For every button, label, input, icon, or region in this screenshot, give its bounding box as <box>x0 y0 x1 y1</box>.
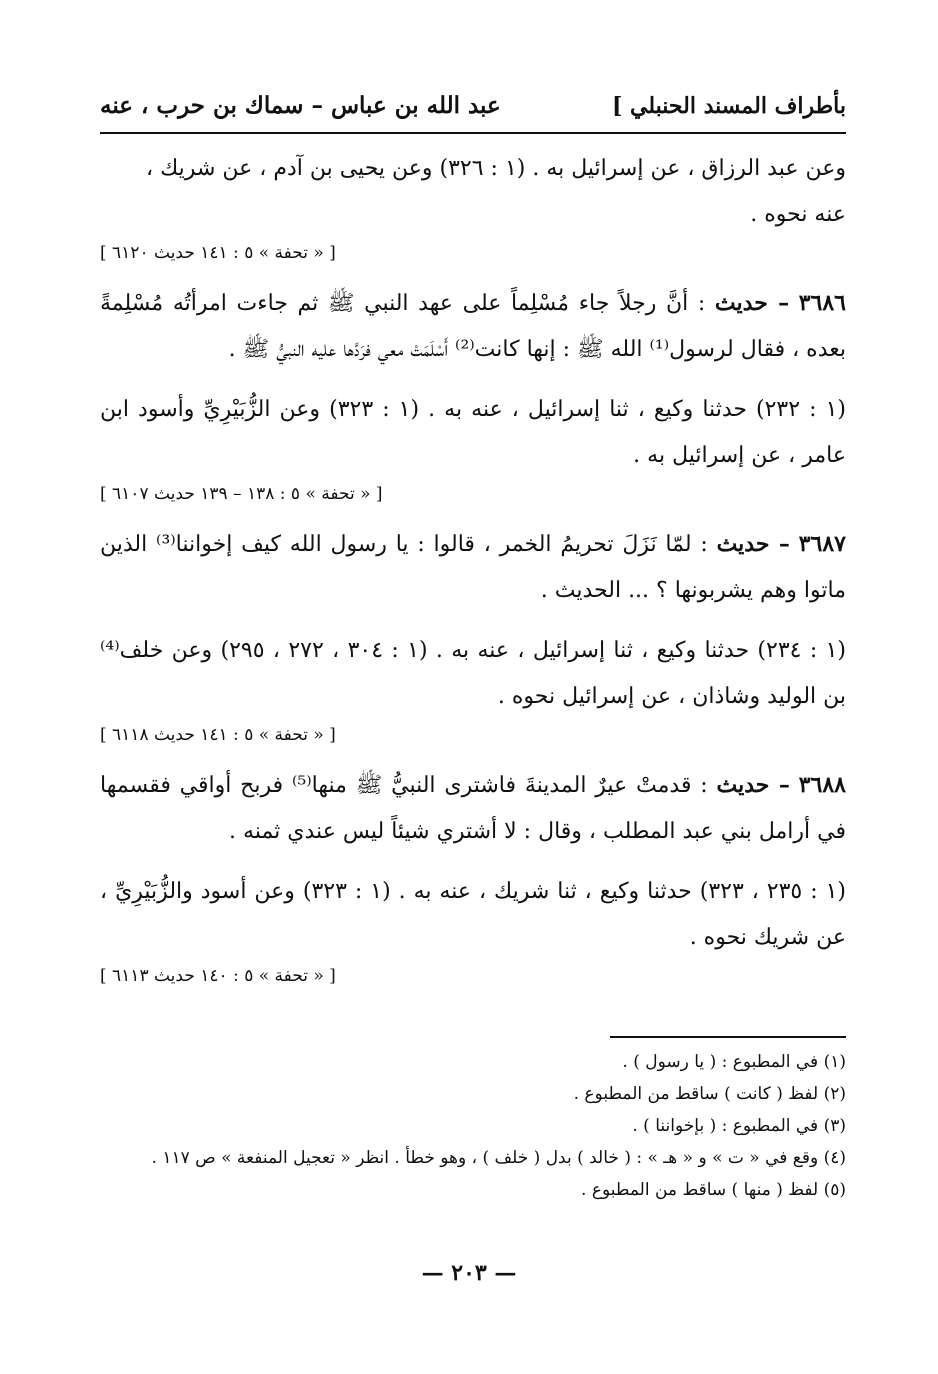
header-chapter-title: عبد الله بن عباس – سماك بن حرب ، عنه <box>100 92 501 119</box>
hadith-number: ٣٦٨٧ <box>798 531 846 557</box>
hadith-3687 <box>100 521 846 750</box>
hadith-3686 <box>100 280 846 509</box>
hadith-number: ٣٦٨٦ <box>798 290 846 316</box>
intro-line-1: وعن عبد الرزاق ، عن إسرائيل به . (١ : ٣٢٦) وعن يحيى بن آدم ، عن شريك ، <box>146 156 846 181</box>
footnote-1: (١) في المطبوع : ( يا رسول ) . <box>622 1052 846 1072</box>
hadith-body: : أنَّ رجلاً جاء مُسْلِماً على عهد النبي ﷺ ثم جاءت امرأتُه مُسْلِمةً بعده ، فقال لرسول⁽¹⁾ الله ﷺ : إنها كانت⁽²⁾ أَسْلَمَتْ معي فرَدَّها عليه النبيُّ ﷺ . <box>100 291 846 362</box>
hadith-number: ٣٦٨٨ <box>798 772 846 798</box>
footnote-5: (٥) لفظ ( منها ) ساقط من المطبوع . <box>581 1180 846 1200</box>
running-header <box>100 92 846 134</box>
hadith-label: – حديث <box>714 290 790 316</box>
hadith-text <box>100 280 846 373</box>
footnote-4: (٤) وقع في « ت » و « هـ » : ( خالد ) بدل ( خلف ) ، وهو خطأ . انظر « تعجيل المنفعة » ص ١١٧ . <box>151 1148 846 1168</box>
footnote-3: (٣) في المطبوع : ( بإخواننا ) . <box>632 1116 846 1136</box>
hadith-sources: (١ : ٢٣٢) حدثنا وكيع ، ثنا إسرائيل ، عنه به . (١ : ٣٢٣) وعن الزُّبَيْرِيِّ وأسود ابن عامر ، عن إسرائيل به . <box>100 397 847 468</box>
hadith-reference: [ « تحفة » ٥ : ١٤١ حديث ٦١١٨ ] <box>100 725 336 745</box>
page-body <box>100 92 846 991</box>
hadith-text <box>100 521 846 614</box>
hadith-sources: (١ : ٢٣٥ ، ٣٢٣) حدثنا وكيع ، ثنا شريك ، عنه به . (١ : ٣٢٣) وعن أسود والزُّبَيْرِيِّ ، عن شريك نحوه . <box>100 879 847 950</box>
intro-reference: [ « تحفة » ٥ : ١٤١ حديث ٦١٢٠ ] <box>100 243 336 263</box>
footnotes <box>100 1036 846 1206</box>
hadith-3688 <box>100 762 846 991</box>
intro-line-2: عنه نحوه . <box>750 202 846 227</box>
hadith-text <box>100 762 846 855</box>
footnote-2: (٢) لفظ ( كانت ) ساقط من المطبوع . <box>573 1084 846 1104</box>
hadith-label: – حديث <box>716 531 790 557</box>
hadith-label: – حديث <box>716 772 790 798</box>
page-number: — ٢٠٣ — <box>421 1260 517 1286</box>
hadith-sources: (١ : ٢٣٤) حدثنا وكيع ، ثنا إسرائيل ، عنه به . (١ : ٣٠٤ ، ٢٧٢ ، ٢٩٥) وعن خلف⁽⁴⁾ بن الوليد وشاذان ، عن إسرائيل نحوه . <box>100 638 846 709</box>
intro-block <box>100 146 846 268</box>
header-book-title: بأطراف المسند الحنبلي ] <box>611 93 846 119</box>
hadith-reference: [ « تحفة » ٥ : ١٣٨ – ١٣٩ حديث ٦١٠٧ ] <box>100 484 383 504</box>
hadith-body: : قدمتْ عيرٌ المدينةَ فاشترى النبيُّ ﷺ منها⁽⁵⁾ فربح أواقي فقسمها في أرامل بني عبد المطلب ، وقال : لا أشتري شيئاً ليس عندي ثمنه . <box>100 773 846 844</box>
hadith-body: : لمّا نَزَلَ تحريمُ الخمر ، قالوا : يا رسول الله كيف إخواننا⁽³⁾ الذين ماتوا وهم يشربونها ؟ ... الحديث . <box>100 532 846 603</box>
footnote-separator <box>610 1036 846 1038</box>
hadith-reference: [ « تحفة » ٥ : ١٤٠ حديث ٦١١٣ ] <box>100 966 336 986</box>
